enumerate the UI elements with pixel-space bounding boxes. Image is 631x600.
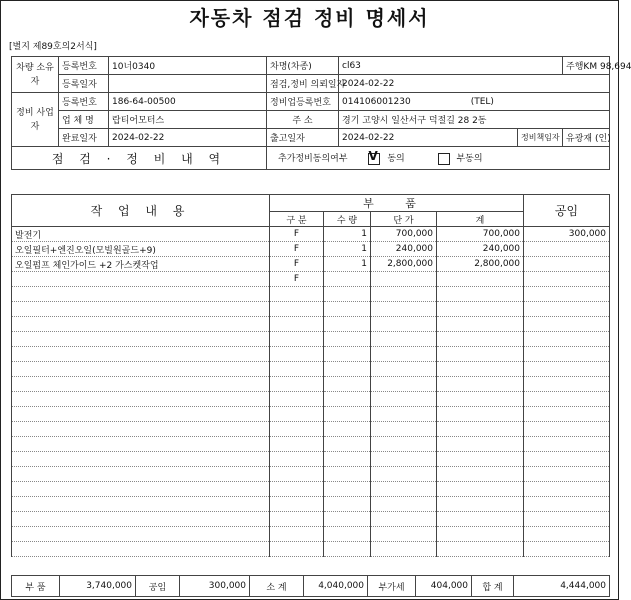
item-total: 2,800,000 bbox=[437, 257, 524, 272]
item-unit-price bbox=[371, 302, 437, 317]
item-total bbox=[437, 452, 524, 467]
item-unit-price bbox=[371, 527, 437, 542]
item-total bbox=[437, 512, 524, 527]
table-row bbox=[12, 272, 610, 287]
grand-total: 4,444,000 bbox=[514, 576, 610, 597]
item-unit-price bbox=[371, 422, 437, 437]
item-labor bbox=[524, 287, 610, 302]
disagree-label: 부동의 bbox=[456, 154, 483, 165]
labor-header: 공임 bbox=[524, 195, 610, 227]
item-qty: 1 bbox=[324, 227, 371, 242]
tel-label: (TEL) bbox=[470, 96, 494, 107]
item-unit-price bbox=[371, 407, 437, 422]
item-type bbox=[270, 317, 324, 332]
request-date-label: 점검,정비 의뢰일자 bbox=[267, 75, 339, 93]
item-labor bbox=[524, 362, 610, 377]
mileage-cell bbox=[563, 57, 631, 75]
item-type bbox=[270, 302, 324, 317]
item-labor bbox=[524, 437, 610, 452]
qty-header: 수 량 bbox=[324, 212, 371, 227]
total-labor-label: 공임 bbox=[136, 576, 180, 597]
item-work bbox=[12, 482, 270, 497]
item-work bbox=[12, 467, 270, 482]
table-row bbox=[12, 482, 610, 497]
agree-label: 동의 bbox=[387, 154, 405, 165]
total-parts: 3,740,000 bbox=[60, 576, 136, 597]
item-work bbox=[12, 287, 270, 302]
address: 경기 고양시 일산서구 덕절길 28 2동 bbox=[339, 111, 610, 129]
item-labor bbox=[524, 422, 610, 437]
table-row bbox=[12, 452, 610, 467]
item-unit-price bbox=[371, 362, 437, 377]
item-work bbox=[12, 302, 270, 317]
item-total bbox=[437, 317, 524, 332]
item-type bbox=[270, 527, 324, 542]
table-row bbox=[12, 497, 610, 512]
item-unit-price bbox=[371, 482, 437, 497]
item-qty bbox=[324, 452, 371, 467]
check-mark-icon: V bbox=[368, 148, 378, 163]
item-type: F bbox=[270, 242, 324, 257]
item-work: 발전기 bbox=[12, 227, 270, 242]
item-unit-price bbox=[371, 347, 437, 362]
item-total bbox=[437, 467, 524, 482]
item-type bbox=[270, 452, 324, 467]
table-row bbox=[12, 257, 610, 272]
item-work bbox=[12, 422, 270, 437]
item-labor bbox=[524, 392, 610, 407]
item-unit-price: 700,000 bbox=[371, 227, 437, 242]
item-qty: 1 bbox=[324, 257, 371, 272]
complete-date: 2024-02-22 bbox=[109, 129, 267, 147]
item-unit-price: 240,000 bbox=[371, 242, 437, 257]
item-labor bbox=[524, 332, 610, 347]
item-work bbox=[12, 437, 270, 452]
item-total bbox=[437, 482, 524, 497]
item-labor bbox=[524, 497, 610, 512]
item-unit-price bbox=[371, 497, 437, 512]
document-title: 자동차 점검 정비 명세서 bbox=[189, 6, 430, 30]
table-row bbox=[12, 467, 610, 482]
manager-name: 유광재 bbox=[566, 134, 593, 144]
shop-label: 정비 사업자 bbox=[12, 93, 59, 147]
item-type bbox=[270, 407, 324, 422]
item-unit-price bbox=[371, 467, 437, 482]
item-qty bbox=[324, 287, 371, 302]
item-labor: 300,000 bbox=[524, 227, 610, 242]
item-total bbox=[437, 542, 524, 557]
item-type: F bbox=[270, 272, 324, 287]
table-row bbox=[12, 242, 610, 257]
consent-cell bbox=[267, 147, 610, 170]
item-total bbox=[437, 392, 524, 407]
item-type bbox=[270, 467, 324, 482]
item-total bbox=[437, 407, 524, 422]
vat: 404,000 bbox=[416, 576, 472, 597]
item-type bbox=[270, 392, 324, 407]
mileage-value: 98,694 bbox=[599, 62, 631, 72]
item-unit-price bbox=[371, 272, 437, 287]
car-name-label: 차명(차종) bbox=[267, 57, 339, 75]
item-labor bbox=[524, 242, 610, 257]
item-unit-price bbox=[371, 437, 437, 452]
item-qty bbox=[324, 332, 371, 347]
item-labor bbox=[524, 542, 610, 557]
table-row bbox=[12, 302, 610, 317]
company-name: 랍티어모터스 bbox=[109, 111, 267, 129]
biz-reg-cell bbox=[339, 93, 610, 111]
item-qty bbox=[324, 407, 371, 422]
item-type bbox=[270, 422, 324, 437]
item-work: 오일필터+엔진오일(모빌원골드+9) bbox=[12, 242, 270, 257]
item-type bbox=[270, 287, 324, 302]
request-date: 2024-02-22 bbox=[339, 75, 610, 93]
item-type: F bbox=[270, 227, 324, 242]
item-unit-price bbox=[371, 287, 437, 302]
release-date: 2024-02-22 bbox=[339, 129, 518, 147]
owner-reg-date bbox=[109, 75, 267, 93]
item-unit-price bbox=[371, 392, 437, 407]
item-total bbox=[437, 377, 524, 392]
item-total bbox=[437, 362, 524, 377]
grand-total-label: 합 계 bbox=[472, 576, 514, 597]
item-total bbox=[437, 272, 524, 287]
item-total: 240,000 bbox=[437, 242, 524, 257]
item-total bbox=[437, 287, 524, 302]
biz-reg-number: 014106001230 bbox=[342, 96, 411, 107]
item-labor bbox=[524, 302, 610, 317]
item-work bbox=[12, 497, 270, 512]
owner-reg-no: 10너0340 bbox=[109, 57, 267, 75]
item-labor bbox=[524, 317, 610, 332]
item-unit-price bbox=[371, 512, 437, 527]
item-total: 700,000 bbox=[437, 227, 524, 242]
item-labor bbox=[524, 377, 610, 392]
total-parts-label: 부 품 bbox=[12, 576, 60, 597]
item-qty bbox=[324, 512, 371, 527]
item-type bbox=[270, 347, 324, 362]
item-unit-price bbox=[371, 317, 437, 332]
item-labor bbox=[524, 347, 610, 362]
type-header: 구 분 bbox=[270, 212, 324, 227]
item-qty bbox=[324, 482, 371, 497]
form-number: [별지 제89호의2서식] bbox=[9, 42, 97, 52]
item-unit-price bbox=[371, 377, 437, 392]
item-qty bbox=[324, 527, 371, 542]
item-work bbox=[12, 377, 270, 392]
item-type bbox=[270, 332, 324, 347]
total-labor: 300,000 bbox=[180, 576, 250, 597]
table-row bbox=[12, 527, 610, 542]
seal-mark: (인) bbox=[595, 134, 611, 144]
address-label: 주 소 bbox=[267, 111, 339, 129]
item-work bbox=[12, 317, 270, 332]
item-total bbox=[437, 422, 524, 437]
shop-reg-no-label: 등록번호 bbox=[59, 93, 109, 111]
owner-label: 차량 소유자 bbox=[12, 57, 59, 93]
item-labor bbox=[524, 407, 610, 422]
total-header: 계 bbox=[437, 212, 524, 227]
owner-reg-no-label: 등록번호 bbox=[59, 57, 109, 75]
item-qty bbox=[324, 437, 371, 452]
shop-reg-no: 186-64-00500 bbox=[109, 93, 267, 111]
item-type bbox=[270, 512, 324, 527]
item-qty bbox=[324, 422, 371, 437]
manager-cell bbox=[563, 129, 610, 147]
subtotal-label: 소 계 bbox=[250, 576, 304, 597]
item-work bbox=[12, 392, 270, 407]
item-labor bbox=[524, 482, 610, 497]
table-row bbox=[12, 392, 610, 407]
vat-label: 부가세 bbox=[368, 576, 416, 597]
table-row bbox=[12, 377, 610, 392]
table-row bbox=[12, 362, 610, 377]
item-total bbox=[437, 332, 524, 347]
company-label: 업 체 명 bbox=[59, 111, 109, 129]
table-row bbox=[12, 422, 610, 437]
item-labor bbox=[524, 257, 610, 272]
item-labor bbox=[524, 272, 610, 287]
item-work bbox=[12, 527, 270, 542]
item-labor bbox=[524, 512, 610, 527]
item-unit-price bbox=[371, 332, 437, 347]
item-qty bbox=[324, 347, 371, 362]
table-row bbox=[12, 332, 610, 347]
item-unit-price bbox=[371, 452, 437, 467]
item-unit-price bbox=[371, 542, 437, 557]
item-work bbox=[12, 362, 270, 377]
item-qty bbox=[324, 272, 371, 287]
totals-table bbox=[11, 575, 610, 597]
work-header: 작 업 내 용 bbox=[12, 195, 270, 227]
item-qty bbox=[324, 377, 371, 392]
car-name: cl63 bbox=[339, 57, 563, 75]
item-total bbox=[437, 347, 524, 362]
consent-label: 추가정비동의여부 bbox=[278, 154, 348, 165]
table-row bbox=[12, 512, 610, 527]
item-total bbox=[437, 437, 524, 452]
item-total bbox=[437, 527, 524, 542]
manager-label: 정비책임자 bbox=[518, 129, 563, 147]
item-qty bbox=[324, 467, 371, 482]
item-work bbox=[12, 332, 270, 347]
item-work: 오일펌프 체인가이드 +2 가스켓작업 bbox=[12, 257, 270, 272]
subtotal: 4,040,000 bbox=[304, 576, 368, 597]
item-qty bbox=[324, 542, 371, 557]
items-table bbox=[11, 194, 610, 557]
item-type bbox=[270, 362, 324, 377]
owner-reg-date-label: 등록일자 bbox=[59, 75, 109, 93]
item-unit-price: 2,800,000 bbox=[371, 257, 437, 272]
table-row bbox=[12, 227, 610, 242]
agree-checkbox[interactable] bbox=[368, 148, 380, 165]
unit-price-header: 단 가 bbox=[371, 212, 437, 227]
item-qty bbox=[324, 497, 371, 512]
table-row bbox=[12, 437, 610, 452]
item-type bbox=[270, 377, 324, 392]
item-total bbox=[437, 302, 524, 317]
disagree-checkbox[interactable] bbox=[438, 153, 450, 165]
info-table bbox=[11, 56, 631, 170]
item-qty bbox=[324, 302, 371, 317]
table-row bbox=[12, 347, 610, 362]
item-work bbox=[12, 452, 270, 467]
item-qty bbox=[324, 392, 371, 407]
release-date-label: 출고일자 bbox=[267, 129, 339, 147]
item-work bbox=[12, 407, 270, 422]
item-type bbox=[270, 542, 324, 557]
item-work bbox=[12, 542, 270, 557]
parts-header: 부 품 bbox=[270, 195, 524, 212]
item-total bbox=[437, 497, 524, 512]
item-qty: 1 bbox=[324, 242, 371, 257]
complete-date-label: 완료일자 bbox=[59, 129, 109, 147]
table-row bbox=[12, 287, 610, 302]
table-row bbox=[12, 407, 610, 422]
item-work bbox=[12, 347, 270, 362]
item-labor bbox=[524, 467, 610, 482]
table-row bbox=[12, 542, 610, 557]
item-qty bbox=[324, 362, 371, 377]
item-work bbox=[12, 512, 270, 527]
biz-reg-label: 정비업등록번호 bbox=[267, 93, 339, 111]
item-rows bbox=[12, 227, 610, 557]
item-qty bbox=[324, 317, 371, 332]
mileage-label: 주행KM bbox=[566, 62, 598, 72]
item-type bbox=[270, 437, 324, 452]
item-type bbox=[270, 482, 324, 497]
item-type: F bbox=[270, 257, 324, 272]
table-row bbox=[12, 317, 610, 332]
item-type bbox=[270, 497, 324, 512]
item-labor bbox=[524, 452, 610, 467]
item-work bbox=[12, 272, 270, 287]
item-labor bbox=[524, 527, 610, 542]
section-title: 점 검 · 정 비 내 역 bbox=[12, 147, 267, 170]
